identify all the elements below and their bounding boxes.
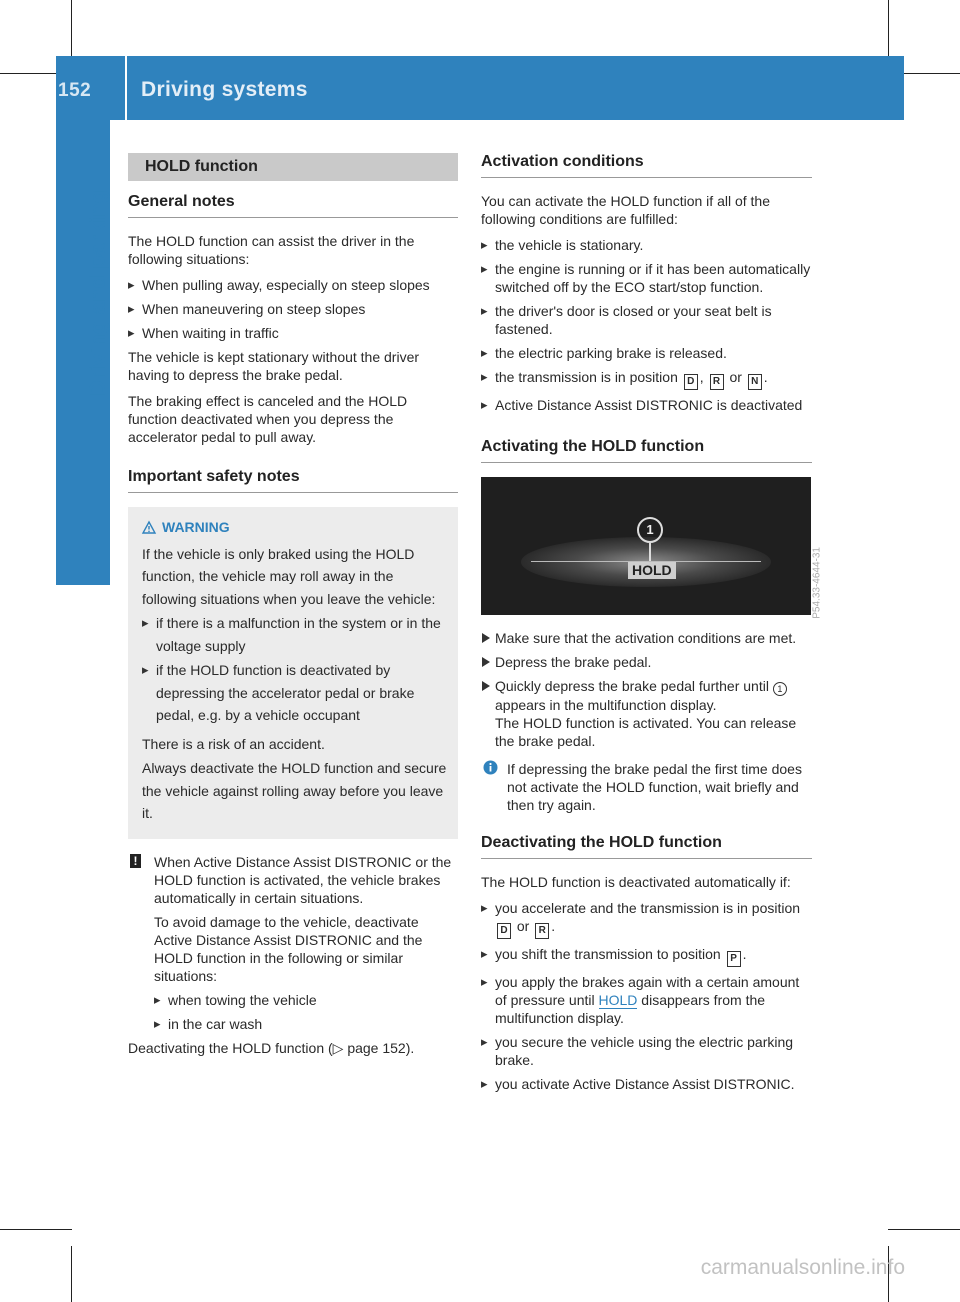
caution-advice: To avoid damage to the vehicle, deactivate Active Distance Assist DISTRONIC and the HOLD function in the following or similar situations: — [154, 913, 423, 984]
list-item: ▸ the vehicle is stationary. — [481, 236, 812, 254]
caution-note — [128, 853, 458, 1033]
crop-mark — [0, 1229, 72, 1230]
activation-steps — [481, 629, 812, 750]
side-tab-label: Driving and parking — [85, 189, 110, 397]
list-item: ▸ the electric parking brake is released. — [481, 344, 812, 362]
step-result: The HOLD function is activated. You can release the brake pedal. — [495, 715, 797, 749]
page-reference-link[interactable]: page 152 — [347, 1039, 406, 1056]
deactivating-heading: Deactivating the HOLD function — [481, 834, 812, 859]
warning-label: WARNING — [162, 519, 230, 535]
list-item: ▸ the driver's door is closed or your seat belt is fastened. — [481, 302, 812, 338]
callout-stem — [649, 543, 651, 561]
exclamation-icon: ! — [130, 854, 141, 868]
safety-heading: Important safety notes — [128, 468, 458, 493]
step-item: Make sure that the activation conditions are met. — [481, 629, 812, 647]
callout-marker: 1 — [637, 517, 663, 543]
caution-list — [154, 991, 458, 1033]
info-icon — [483, 760, 498, 775]
list-item: ▸ if the HOLD function is deactivated by depressing the accelerator pedal or brake pedal, e.g. by a vehicle occupant — [142, 659, 448, 727]
hold-display-tag: HOLD — [598, 992, 638, 1008]
page-number: 152 — [58, 80, 92, 101]
activation-intro: You can activate the HOLD function if all of the following conditions are fulfilled: — [481, 193, 770, 227]
situations-list — [128, 276, 458, 342]
list-item: ▸ if there is a malfunction in the system or in the voltage supply — [142, 612, 448, 657]
gear-r-key: R — [535, 923, 549, 939]
warning-intro: If the vehicle is only braked using the HOLD function, the vehicle may roll away in the following situations when you leave the vehicle: — [142, 545, 436, 607]
list-item: ▸ Active Distance Assist DISTRONIC is deactivated — [481, 396, 812, 414]
warning-triangle-icon — [142, 521, 156, 534]
list-item: ▸ the engine is running or if it has been automatically switched off by the ECO start/stop function. — [481, 260, 812, 296]
paragraph: The braking effect is canceled and the HOLD function deactivated when you depress the accelerator pedal to pull away. — [128, 393, 408, 445]
list-item: ▸ when towing the vehicle — [154, 991, 458, 1009]
step-item: Depress the brake pedal. — [481, 653, 812, 671]
list-item: ▸ you accelerate and the transmission is in position D or R . — [481, 899, 812, 939]
crop-mark — [71, 0, 72, 56]
warning-header — [142, 516, 448, 539]
warning-box — [128, 507, 458, 839]
callout-number: 1 — [773, 682, 787, 696]
warning-advice: Always deactivate the HOLD function and secure the vehicle against rolling away before you leave it. — [142, 760, 447, 821]
display-illustration — [481, 477, 823, 619]
deactivating-reference: Deactivating the HOLD function (▷ page 152). — [128, 1039, 415, 1056]
info-note — [481, 760, 812, 814]
list-item: ▸ When waiting in traffic — [128, 324, 458, 342]
list-item: ▸ you secure the vehicle using the electric parking brake. — [481, 1033, 812, 1069]
gear-d-key: D — [497, 923, 511, 939]
header-divider — [125, 56, 127, 120]
section-title: HOLD function — [128, 153, 458, 181]
general-notes-intro: The HOLD function can assist the driver in the following situations: — [128, 233, 415, 267]
general-notes-heading: General notes — [128, 193, 458, 218]
page-title: Driving systems — [141, 78, 308, 101]
deactivation-list — [481, 899, 812, 1093]
list-item: ▸ in the car wash — [154, 1015, 458, 1033]
activating-heading: Activating the HOLD function — [481, 438, 812, 463]
paragraph: The vehicle is kept stationary without the driver having to depress the brake pedal. — [128, 349, 420, 383]
list-item: ▸ the transmission is in position D , R or N . — [481, 368, 812, 390]
crop-mark — [888, 1229, 960, 1230]
page-ref-arrow-icon: ▷ — [332, 1039, 344, 1056]
watermark: carmanualsonline.info — [700, 1256, 905, 1279]
deactivating-intro: The HOLD function is deactivated automatically if: — [481, 874, 791, 890]
list-item: ▸ When maneuvering on steep slopes — [128, 300, 458, 318]
list-item: ▸ When pulling away, especially on steep slopes — [128, 276, 458, 294]
activation-heading: Activation conditions — [481, 153, 812, 178]
left-column — [128, 153, 458, 1065]
page-header — [56, 56, 904, 120]
gear-p-key: P — [727, 951, 741, 967]
activation-conditions-list — [481, 236, 812, 414]
crop-mark — [71, 1246, 72, 1302]
crop-mark — [888, 0, 889, 56]
list-item: ▸ you shift the transmission to position P . — [481, 945, 812, 967]
info-text: If depressing the brake pedal the first time does not activate the HOLD function, wait briefly and then try again. — [507, 761, 802, 813]
list-item: ▸ you activate Active Distance Assist DISTRONIC. — [481, 1075, 812, 1093]
caution-text: When Active Distance Assist DISTRONIC or the HOLD function is activated, the vehicle brakes automatically in certain situations. — [154, 853, 452, 906]
hold-indicator: HOLD — [628, 562, 676, 579]
list-item: ▸ you apply the brakes again with a certain amount of pressure until HOLD disappears from the multifunction display. — [481, 973, 812, 1027]
gear-n-key: N — [748, 374, 762, 390]
gear-r-key: R — [710, 374, 724, 390]
step-item: Quickly depress the brake pedal further until 1 appears in the multifunction display. The HOLD function is activated. You can release the brake pedal. — [481, 677, 812, 750]
warning-list — [142, 612, 448, 727]
right-column — [481, 153, 823, 1099]
figure-reference: P54.33-4644-31 — [812, 547, 823, 619]
warning-risk: There is a risk of an accident. — [142, 735, 325, 752]
gear-d-key: D — [684, 374, 698, 390]
